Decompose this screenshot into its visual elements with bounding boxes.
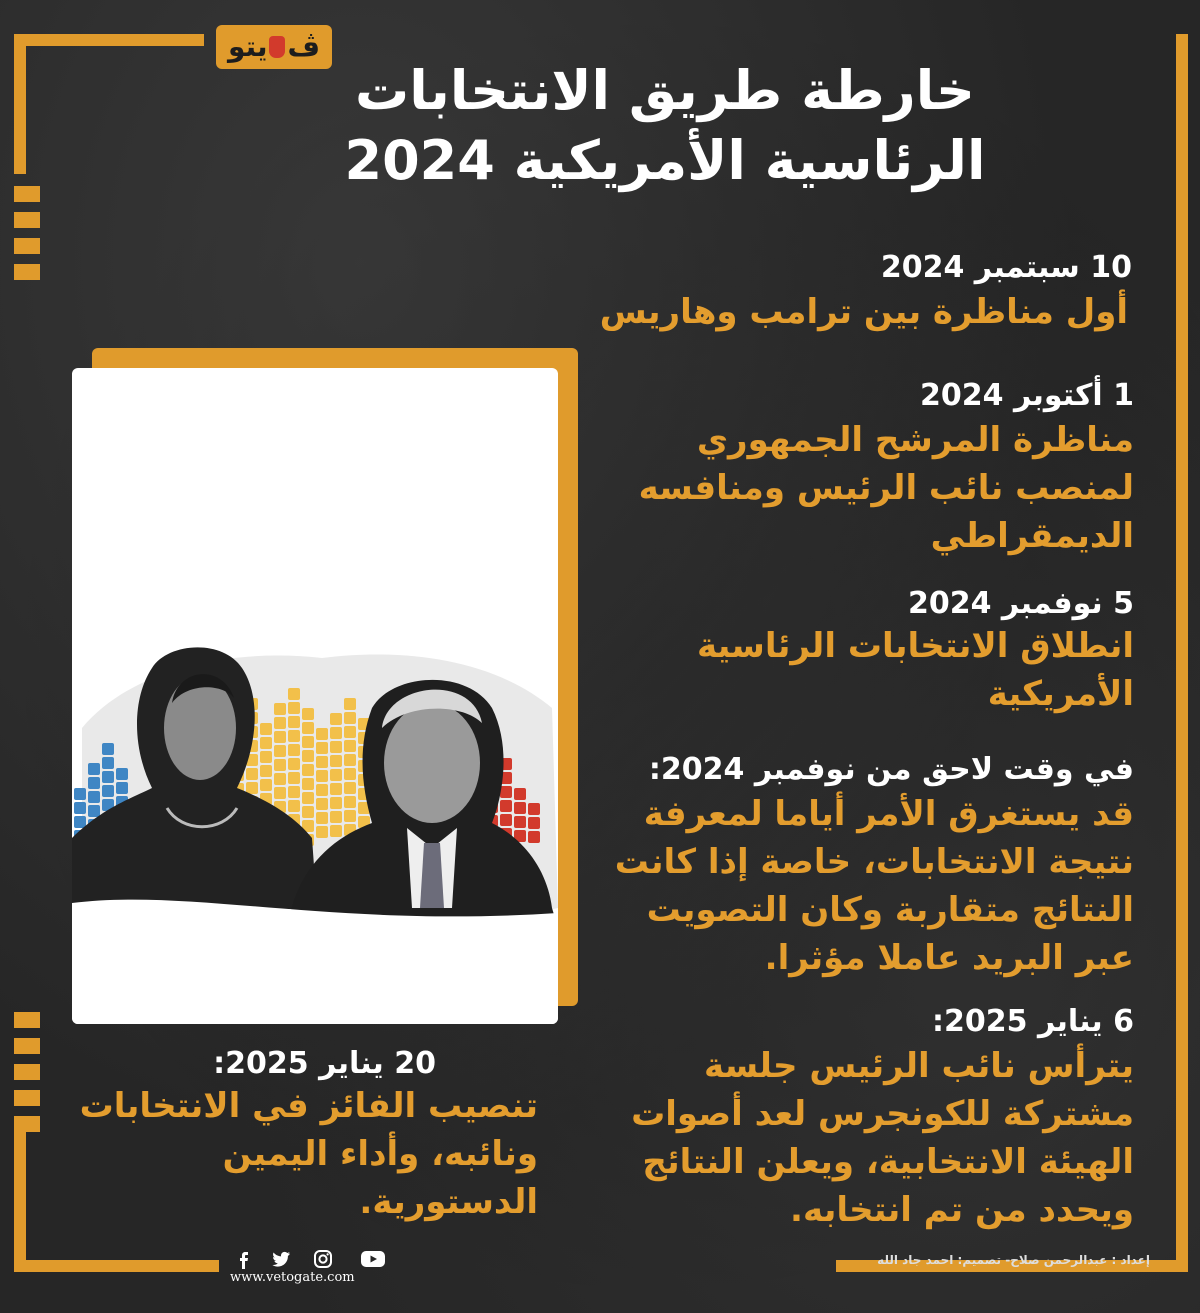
decorative-block: [288, 730, 300, 742]
decorative-block: [344, 782, 356, 794]
frame-tick: [14, 1090, 40, 1106]
event-line: الدستورية.: [359, 1182, 538, 1222]
frame-tick: [14, 212, 40, 228]
decorative-block: [88, 791, 100, 803]
decorative-block: [316, 826, 328, 838]
decorative-block: [302, 792, 314, 804]
hand-icon: [269, 36, 285, 58]
frame-tick: [14, 1012, 40, 1028]
event-date: 5 نوفمبر 2024: [907, 586, 1134, 621]
decorative-block: [102, 771, 114, 783]
decorative-block: [514, 788, 526, 800]
decorative-block: [288, 800, 300, 812]
decorative-block: [288, 702, 300, 714]
frame-top-bar: [14, 34, 204, 46]
decorative-block: [344, 796, 356, 808]
decorative-block: [88, 777, 100, 789]
page-title: [250, 56, 1080, 196]
decorative-block: [330, 727, 342, 739]
decorative-block: [288, 772, 300, 784]
decorative-block: [260, 723, 272, 735]
decorative-block: [500, 814, 512, 826]
logo-text-left: يتو: [227, 30, 268, 63]
event-description: [574, 416, 1134, 560]
event-date: 1 أكتوبر 2024: [920, 378, 1134, 413]
logo-text-right: ڤ: [287, 30, 321, 63]
decorative-block: [316, 798, 328, 810]
decorative-block: [260, 737, 272, 749]
decorative-block: [74, 802, 86, 814]
decorative-block: [330, 797, 342, 809]
title-line-1: خارطة طريق الانتخابات: [355, 59, 975, 122]
frame-right-bar: [1176, 34, 1188, 1272]
decorative-block: [246, 768, 258, 780]
frame-bottom-left-horizontal: [14, 1260, 219, 1272]
event-description: [574, 622, 1134, 718]
decorative-block: [274, 759, 286, 771]
decorative-block: [344, 698, 356, 710]
decorative-block: [246, 782, 258, 794]
decorative-block: [316, 756, 328, 768]
event-date: 10 سبتمبر 2024: [880, 250, 1132, 285]
decorative-block: [274, 745, 286, 757]
event-line: يترأس نائب الرئيس جلسة: [703, 1046, 1134, 1086]
decorative-block: [528, 817, 540, 829]
youtube-icon[interactable]: [360, 1248, 386, 1270]
decorative-block: [500, 786, 512, 798]
decorative-block: [316, 728, 328, 740]
decorative-block: [88, 763, 100, 775]
decorative-block: [302, 722, 314, 734]
website-link[interactable]: www.vetogate.com: [230, 1270, 355, 1285]
decorative-block: [344, 740, 356, 752]
decorative-block: [344, 754, 356, 766]
decorative-block: [274, 787, 286, 799]
frame-bottom-left-vertical: [14, 1130, 26, 1272]
credits-text: إعداد : عبدالرحمن صلاح- تصميم: احمد جاد الله: [877, 1253, 1150, 1267]
candidates-illustration: [72, 368, 558, 1024]
decorative-block: [302, 778, 314, 790]
frame-tick: [14, 1116, 40, 1132]
decorative-block: [330, 713, 342, 725]
decorative-block: [316, 784, 328, 796]
decorative-block: [302, 764, 314, 776]
decorative-block: [528, 803, 540, 815]
decorative-block: [316, 812, 328, 824]
decorative-block: [288, 758, 300, 770]
event-description: [68, 1082, 538, 1226]
decorative-block: [74, 788, 86, 800]
decorative-block: [260, 779, 272, 791]
event-description: [574, 1042, 1134, 1234]
frame-tick: [14, 238, 40, 254]
decorative-block: [274, 703, 286, 715]
decorative-block: [302, 806, 314, 818]
event-line: النتائج متقاربة وكان التصويت: [646, 890, 1134, 930]
frame-tick: [14, 264, 40, 280]
decorative-block: [260, 765, 272, 777]
decorative-block: [514, 816, 526, 828]
twitter-icon[interactable]: [270, 1248, 292, 1270]
event-line: قد يستغرق الأمر أياما لمعرفة: [643, 794, 1134, 834]
decorative-block: [116, 768, 128, 780]
decorative-block: [288, 716, 300, 728]
decorative-block: [514, 802, 526, 814]
decorative-block: [74, 816, 86, 828]
frame-left-bar: [14, 34, 26, 174]
frame-tick: [14, 1038, 40, 1054]
decorative-block: [260, 751, 272, 763]
event-line: مناظرة المرشح الجمهوري: [696, 420, 1134, 460]
decorative-block: [102, 785, 114, 797]
frame-tick: [14, 1064, 40, 1080]
decorative-block: [330, 811, 342, 823]
decorative-block: [302, 708, 314, 720]
event-line: عبر البريد عاملا مؤثرا.: [764, 938, 1134, 978]
decorative-block: [528, 831, 540, 843]
decorative-block: [344, 768, 356, 780]
event-description: [574, 790, 1134, 982]
event-date: 6 يناير 2025:: [932, 1004, 1134, 1039]
decorative-block: [344, 726, 356, 738]
event-date: 20 يناير 2025:: [213, 1046, 436, 1081]
decorative-block: [274, 731, 286, 743]
event-description: [568, 288, 1128, 336]
event-line: الديمقراطي: [930, 516, 1134, 556]
event-date: في وقت لاحق من نوفمبر 2024:: [648, 752, 1134, 787]
event-line: أول مناظرة بين ترامب وهاريس: [599, 292, 1128, 332]
decorative-block: [88, 805, 100, 817]
instagram-icon[interactable]: [312, 1248, 334, 1270]
decorative-block: [274, 773, 286, 785]
event-line: الهيئة الانتخابية، ويعلن النتائج: [642, 1142, 1134, 1182]
event-line: نتيجة الانتخابات، خاصة إذا كانت: [614, 842, 1134, 882]
decorative-block: [102, 757, 114, 769]
decorative-block: [302, 750, 314, 762]
decorative-block: [102, 743, 114, 755]
decorative-block: [288, 786, 300, 798]
frame-tick: [14, 186, 40, 202]
decorative-block: [344, 810, 356, 822]
candidates-photo: [72, 368, 558, 1024]
decorative-block: [330, 741, 342, 753]
facebook-icon[interactable]: [232, 1248, 254, 1270]
decorative-block: [330, 755, 342, 767]
decorative-block: [116, 782, 128, 794]
event-line: ونائبه، وأداء اليمين: [222, 1134, 538, 1174]
title-line-2: الرئاسية الأمريكية 2024: [344, 129, 986, 192]
decorative-block: [330, 769, 342, 781]
decorative-block: [344, 712, 356, 724]
decorative-block: [316, 770, 328, 782]
event-line: الأمريكية: [987, 674, 1134, 714]
decorative-block: [288, 688, 300, 700]
event-line: ويحدد من تم انتخابه.: [790, 1190, 1134, 1230]
decorative-block: [330, 825, 342, 837]
decorative-block: [330, 783, 342, 795]
decorative-block: [500, 800, 512, 812]
event-line: تنصيب الفائز في الانتخابات: [79, 1086, 538, 1126]
decorative-block: [274, 717, 286, 729]
decorative-block: [288, 744, 300, 756]
event-line: انطلاق الانتخابات الرئاسية: [696, 626, 1134, 666]
decorative-block: [316, 742, 328, 754]
event-line: مشتركة للكونجرس لعد أصوات: [631, 1094, 1134, 1134]
event-line: لمنصب نائب الرئيس ومنافسه: [638, 468, 1134, 508]
decorative-block: [302, 736, 314, 748]
